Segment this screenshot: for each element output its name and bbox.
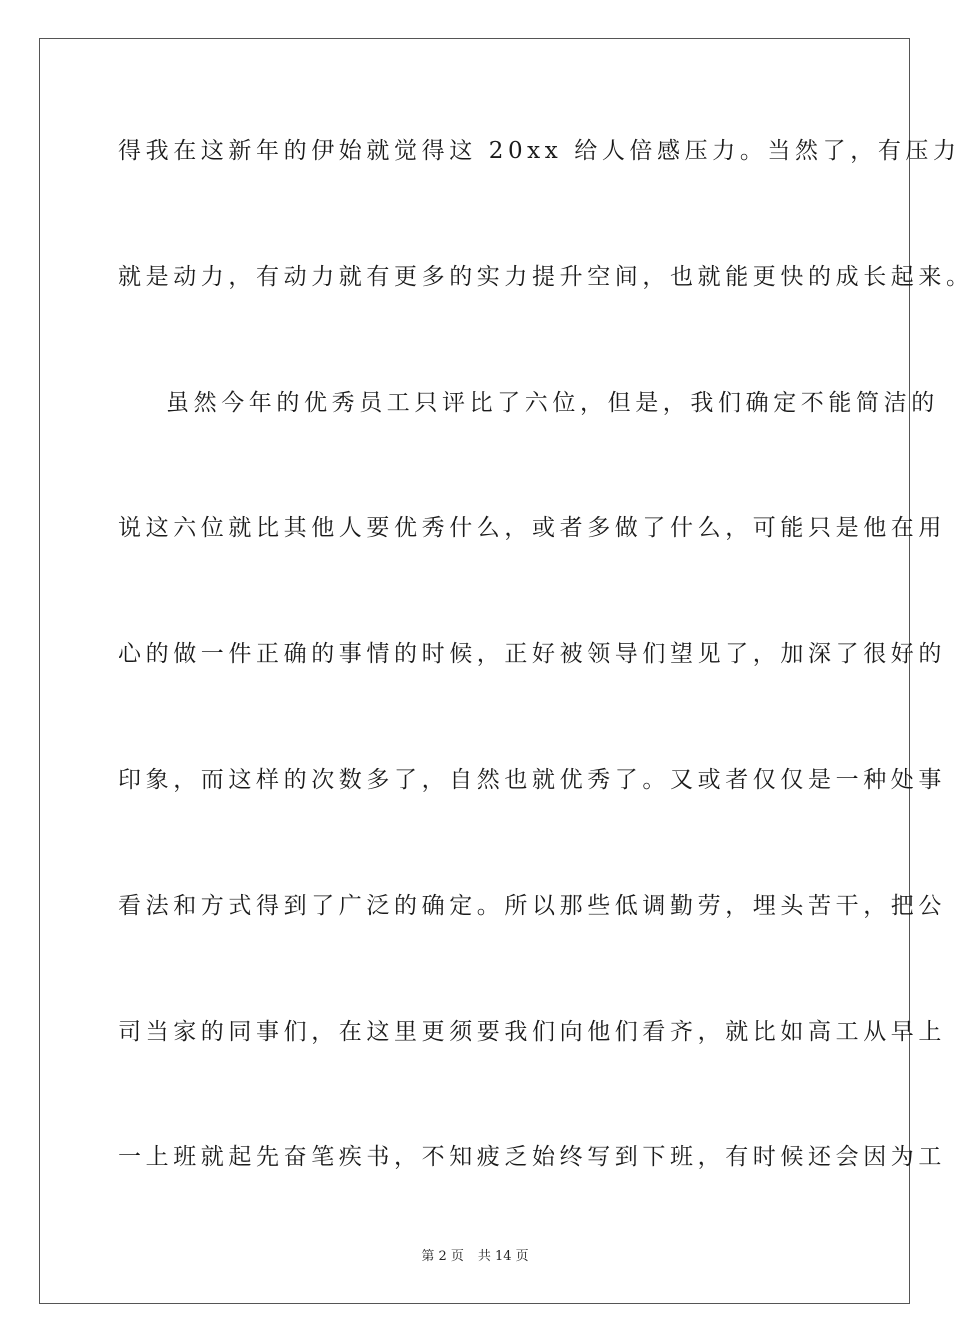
text-line: 就是动力，有动力就有更多的实力提升空间，也就能更快的成长起来。 bbox=[118, 263, 974, 290]
text-line: 看法和方式得到了广泛的确定。所以那些低调勤劳，埋头苦干，把公 bbox=[118, 892, 946, 919]
text-line: 司当家的同事们，在这里更须要我们向他们看齐，就比如高工从早上 bbox=[118, 1018, 946, 1045]
page-total: 共 14 页 bbox=[477, 1249, 529, 1264]
text-line: 说这六位就比其他人要优秀什么，或者多做了什么，可能只是他在用 bbox=[118, 515, 946, 542]
page-footer bbox=[0, 1247, 950, 1267]
page-number: 第 2 页 bbox=[421, 1249, 464, 1264]
text-line: 一上班就起先奋笔疾书，不知疲乏始终写到下班，有时候还会因为工 bbox=[118, 1144, 946, 1171]
text-line: 印象，而这样的次数多了，自然也就优秀了。又或者仅仅是一种处事 bbox=[118, 766, 946, 793]
body-text bbox=[118, 125, 974, 1257]
text-line: 心的做一件正确的事情的时候，正好被领导们望见了，加深了很好的 bbox=[118, 641, 946, 668]
text-line: 得我在这新年的伊始就觉得这 20xx 给人倍感压力。当然了，有压力 bbox=[118, 138, 961, 164]
text-line-indented: 虽然今年的优秀员工只评比了六位，但是，我们确定不能简洁的 bbox=[166, 389, 939, 416]
